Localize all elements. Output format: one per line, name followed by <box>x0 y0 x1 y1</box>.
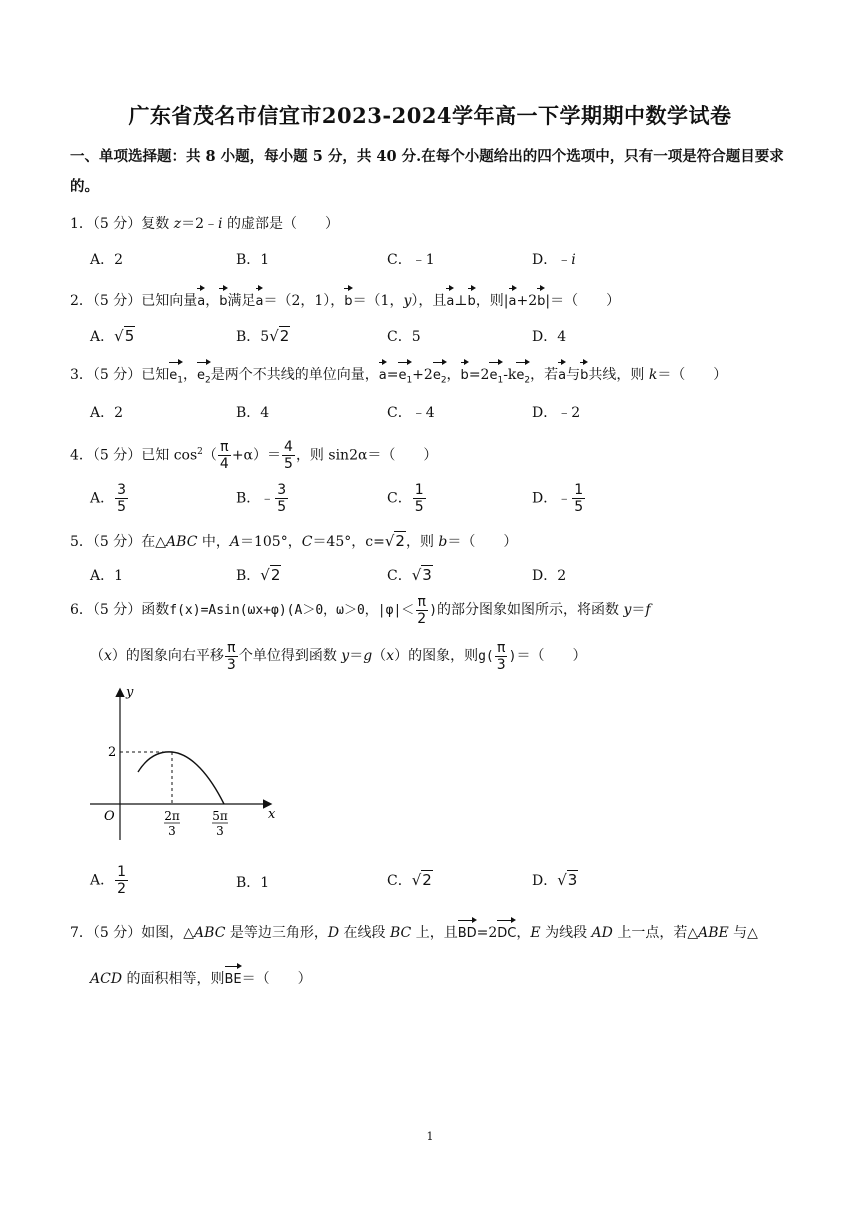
x-tick-1-denominator: 3 <box>168 824 176 838</box>
function-graph <box>80 680 300 850</box>
question-1: 1．（5 分）复数 z＝2﹣i 的虚部是（ ） <box>70 216 339 232</box>
option-b: B．﹣ $\frac{3}{5}$ <box>236 482 287 515</box>
option-b: B．5√2 <box>236 327 290 345</box>
option-d: D．﹣2 <box>532 405 581 421</box>
section-heading: 一、单项选择题：共 8 小题，每小题 5 分，共 40 分.在每个小题给出的四个选项中，只有一项是符合题目要求的。 <box>70 148 784 195</box>
option-b: B．√2 <box>236 566 281 584</box>
question-2: 2．（5 分）已知向量a，b满足a＝（2，1），b＝（1，y），且a⊥b，则|a+2b|＝（ ） <box>70 286 800 313</box>
option-d: D．2 <box>532 568 567 584</box>
option-d: D．﹣i <box>532 252 576 268</box>
page-title: 广东省茂名市信宜市2023-2024学年高一下学期期中数学试卷 <box>128 103 732 128</box>
page-number: 1 <box>426 1130 434 1143</box>
x-axis-label: x <box>268 807 276 822</box>
option-a: A． $\frac{1}{2}$ <box>90 864 127 897</box>
question-1-options <box>90 249 790 279</box>
x-tick-2-numerator: 5π <box>212 809 228 823</box>
option-a: A． $\frac{3}{5}$ <box>90 482 127 515</box>
option-b: B．1 <box>236 252 270 268</box>
question-6-options <box>90 864 790 897</box>
y-axis-label: y <box>126 685 134 700</box>
question-2-options <box>90 326 790 356</box>
sine-curve <box>138 752 224 804</box>
question-6-line-2: （x）的图象向右平移 $\frac{\pi}{3}$ 个单位得到函数 y＝g（x）的图象，则g( $\frac{\pi}{3}$ )＝（ ） <box>90 639 587 673</box>
question-3-options <box>90 402 790 432</box>
question-4-options <box>90 482 790 515</box>
option-d: D．4 <box>532 329 567 345</box>
option-a: A．√5 <box>90 327 135 345</box>
option-b: B．4 <box>236 405 270 421</box>
question-5: 5．（5 分）在△ABC 中，A＝105°，C＝45°，c=√2，则 b＝（ ） <box>70 532 518 550</box>
option-c: C．5 <box>387 329 421 345</box>
question-3: 3．（5 分）已知$e_1$，$e_2$是两个不共线的单位向量，$a=e_1+2e_2$，$b=2e_1-ke_2$，若a与b共线，则 k＝（ ） <box>70 360 800 392</box>
option-d: D．√3 <box>532 871 578 889</box>
question-7-line-1: 7．（5 分）如图，△ABC 是等边三角形，D 在线段 BC 上，且BD=2DC，E 为线段 AD 上一点，若△ABE 与△ <box>70 918 800 945</box>
option-a: A．1 <box>90 568 124 584</box>
option-c: C． $\frac{1}{5}$ <box>387 482 424 515</box>
option-b: B．1 <box>236 875 270 891</box>
question-6-line-1: 6．（5 分）函数f(x)=Asin(ωx+φ)(A＞0，ω＞0，|φ|＜ $\frac{\pi}{2}$ )的部分图象如图所示，将函数 y＝f <box>70 593 651 627</box>
x-tick-2-denominator: 3 <box>216 824 224 838</box>
option-c: C．√3 <box>387 566 432 584</box>
option-a: A．2 <box>90 252 124 268</box>
origin-label: O <box>104 809 115 824</box>
y-tick-label: 2 <box>108 745 117 760</box>
question-7-line-2: ACD 的面积相等，则BE＝（ ） <box>90 964 820 991</box>
option-a: A．2 <box>90 405 124 421</box>
x-tick-1-numerator: 2π <box>164 809 180 823</box>
option-c: C．√2 <box>387 871 432 889</box>
question-4: 4．（5 分）已知 $\cos^2$（ $\frac{\pi}{4}$ +α）＝ $\frac{4}{5}$ ，则 sin2α＝（ ） <box>70 439 438 473</box>
option-c: C．﹣1 <box>387 252 435 268</box>
option-d: D．﹣ $\frac{1}{5}$ <box>532 482 584 515</box>
option-c: C．﹣4 <box>387 405 435 421</box>
